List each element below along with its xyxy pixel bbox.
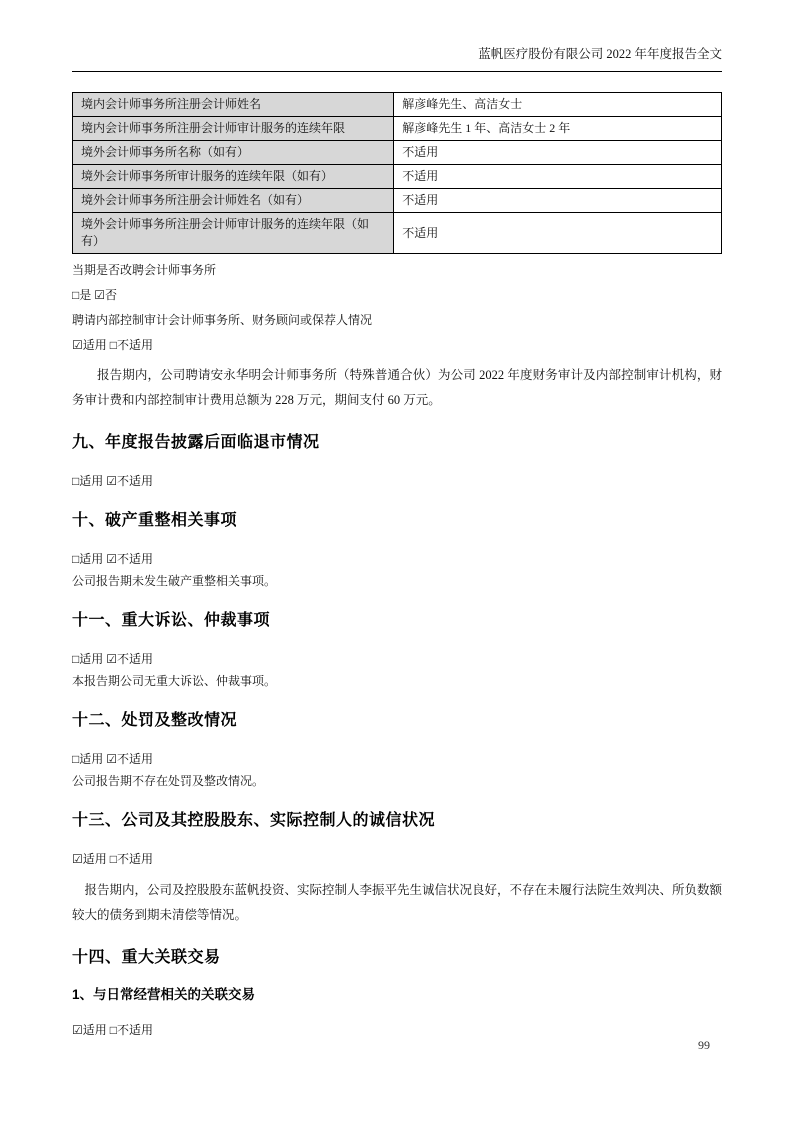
section-heading: 十三、公司及其控股股东、实际控制人的诚信状况: [72, 812, 436, 829]
table-cell-label: 境外会计师事务所注册会计师姓名（如有）: [73, 189, 394, 213]
section-integrity: [72, 810, 722, 928]
applicability-checkboxes: ☑适用 □不适用: [72, 1023, 154, 1037]
table-cell-value: 不适用: [394, 189, 722, 213]
section-heading: 十一、重大诉讼、仲裁事项: [72, 612, 271, 629]
table-row: [73, 213, 722, 254]
internal-audit-hire-checkboxes: ☑适用 □不适用: [72, 338, 154, 352]
section-note: 公司报告期不存在处罚及整改情况。: [72, 774, 265, 788]
table-cell-value: 解彦峰先生、高洁女士: [394, 93, 722, 117]
table-cell-value: 不适用: [394, 165, 722, 189]
change-auditor-question: 当期是否改聘会计师事务所: [72, 263, 217, 277]
table-cell-value: 不适用: [394, 213, 722, 254]
table-cell-label: 境外会计师事务所审计服务的连续年限（如有）: [73, 165, 394, 189]
internal-audit-hire-question: 聘请内部控制审计会计师事务所、财务顾问或保荐人情况: [72, 313, 373, 327]
table-row: [73, 189, 722, 213]
page-number: 99: [698, 1038, 710, 1052]
section-delisting: [72, 432, 722, 491]
table-cell-label: 境外会计师事务所注册会计师审计服务的连续年限（如有）: [73, 213, 394, 254]
table-row: [73, 141, 722, 165]
section-note: 本报告期公司无重大诉讼、仲裁事项。: [72, 674, 277, 688]
section-penalties: [72, 710, 722, 791]
table-cell-value: 解彦峰先生 1 年、高洁女士 2 年: [394, 117, 722, 141]
section-litigation: [72, 610, 722, 691]
applicability-checkboxes: □适用 ☑不适用: [72, 552, 154, 566]
table-row: [73, 93, 722, 117]
change-auditor-checkboxes: □是 ☑否: [72, 288, 118, 302]
table-cell-label: 境内会计师事务所注册会计师姓名: [73, 93, 394, 117]
table-cell-label: 境内会计师事务所注册会计师审计服务的连续年限: [73, 117, 394, 141]
section-note: 公司报告期未发生破产重整相关事项。: [72, 574, 277, 588]
table-cell-label: 境外会计师事务所名称（如有）: [73, 141, 394, 165]
section-heading: 十二、处罚及整改情况: [72, 712, 238, 729]
audit-fee-paragraph: 报告期内，公司聘请安永华明会计师事务所（特殊普通合伙）为公司 2022 年度财务审计及内部控制审计机构，财务审计费和内部控制审计费用总额为 228 万元，期间支付 60 万元。: [72, 368, 722, 407]
section-bankruptcy: [72, 510, 722, 591]
page-header-title: 蓝帆医疗股份有限公司 2022 年年度报告全文: [478, 47, 722, 61]
table-cell-value: 不适用: [394, 141, 722, 165]
header-divider: [72, 71, 722, 72]
accountant-info-table: [72, 92, 722, 254]
table-row: [73, 117, 722, 141]
integrity-paragraph: 报告期内，公司及控股股东蓝帆投资、实际控制人李振平先生诚信状况良好，不存在未履行法院生效判决、所负数额较大的债务到期未清偿等情况。: [72, 883, 723, 922]
applicability-checkboxes: □适用 ☑不适用: [72, 652, 154, 666]
applicability-checkboxes: □适用 ☑不适用: [72, 474, 154, 488]
section-heading: 九、年度报告披露后面临退市情况: [72, 434, 320, 451]
section-heading: 十、破产重整相关事项: [72, 512, 238, 529]
section-related-transactions: [72, 947, 722, 1040]
section-heading: 十四、重大关联交易: [72, 949, 221, 966]
applicability-checkboxes: ☑适用 □不适用: [72, 852, 154, 866]
subsection-heading: 1、与日常经营相关的关联交易: [72, 987, 256, 1002]
applicability-checkboxes: □适用 ☑不适用: [72, 752, 154, 766]
table-row: [73, 165, 722, 189]
